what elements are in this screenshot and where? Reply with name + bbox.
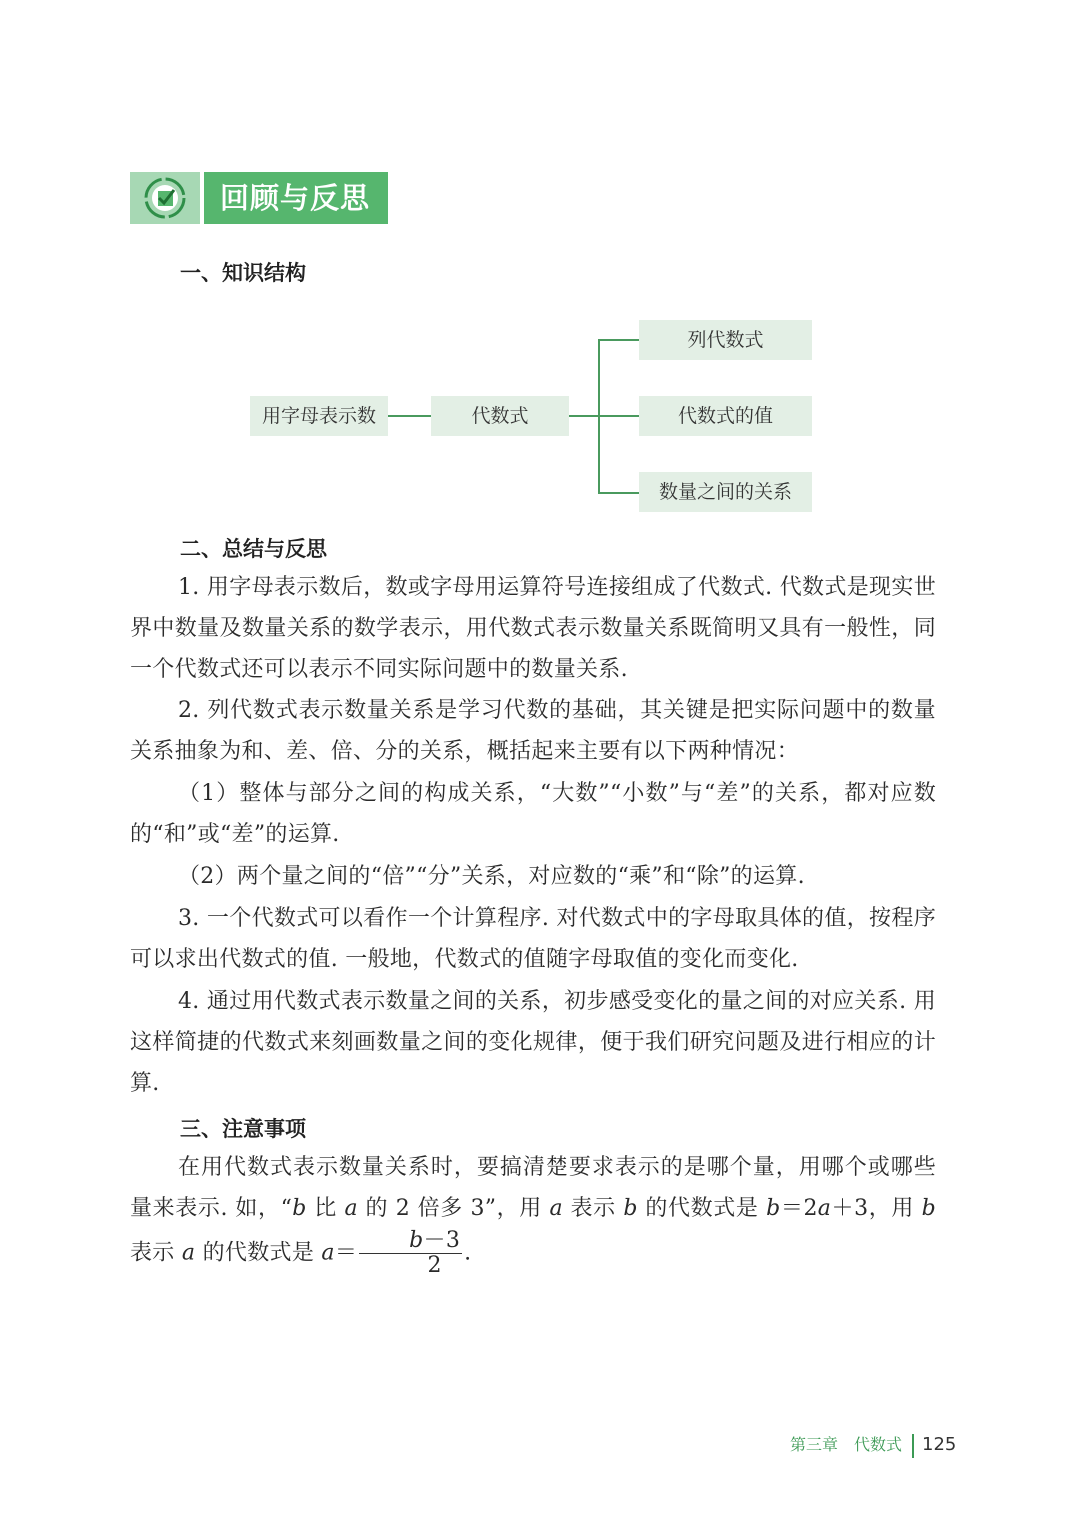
diagram-connector: [569, 415, 600, 417]
page-footer: [790, 1432, 956, 1458]
fraction: $\frac{b-3}{2}$: [359, 1229, 462, 1278]
summary-paragraph-4: 4. 通过用代数式表示数量之间的关系，初步感受变化的量之间的对应关系. 用这样简捷的代数式来刻画数量之间的变化规律，便于我们研究问题及进行相应的计算.: [130, 989, 936, 1096]
section-heading-structure: 一、知识结构: [180, 261, 306, 285]
page-number: 125: [922, 1434, 957, 1455]
notes-paragraph: 在用代数式表示数量关系时，要搞清楚要求表示的是哪个量，用哪个或哪些量来表示. 如，“b 比 a 的 2 倍多 3”，用 a 表示 b 的代数式是 b＝2a＋3，用 b 表示 a 的代数式是 a＝ $\frac{b-3}{2}$ .: [130, 1155, 937, 1278]
section-heading-notes: 三、注意事项: [180, 1117, 306, 1141]
review-check-icon: [130, 172, 200, 224]
diagram-connector: [598, 415, 639, 417]
diagram-connector: [598, 339, 639, 341]
summary-paragraph-2b: （2）两个量之间的“倍”“分”关系，对应数的“乘”和“除”的运算.: [178, 864, 805, 889]
chapter-label: 第三章 代数式: [790, 1435, 903, 1454]
diagram-node-branch: 数量之间的关系: [639, 472, 812, 512]
summary-paragraph-2: 2. 列代数式表示数量关系是学习代数的基础，其关键是把实际问题中的数量关系抽象为和、差、倍、分的关系，概括起来主要有以下两种情况：: [130, 698, 936, 764]
banner-title: 回顾与反思: [204, 172, 388, 224]
section-banner: [130, 172, 388, 224]
summary-paragraph-1: 1. 用字母表示数后，数或字母用运算符号连接组成了代数式. 代数式是现实世界中数量及数量关系的数学表示，用代数式表示数量关系既简明又具有一般性，同一个代数式还可以表示不同实际问题中的数量关系.: [130, 575, 936, 682]
summary-paragraph-2a: （1）整体与部分之间的构成关系，“大数”“小数”与“差”的关系，都对应数的“和”或“差”的运算.: [130, 781, 936, 847]
diagram-node-branch: 列代数式: [639, 320, 812, 360]
section-heading-summary: 二、总结与反思: [180, 537, 327, 561]
banner-icon-box: [130, 172, 200, 224]
diagram-node-center: 代数式: [431, 396, 569, 436]
diagram-connector: [388, 415, 431, 417]
diagram-node-branch: 代数式的值: [639, 396, 812, 436]
diagram-node-root: 用字母表示数: [250, 396, 388, 436]
summary-paragraph-3: 3. 一个代数式可以看作一个计算程序. 对代数式中的字母取具体的值，按程序可以求出代数式的值. 一般地，代数式的值随字母取值的变化而变化.: [130, 906, 936, 972]
footer-divider: [912, 1434, 914, 1458]
diagram-connector: [598, 492, 639, 494]
